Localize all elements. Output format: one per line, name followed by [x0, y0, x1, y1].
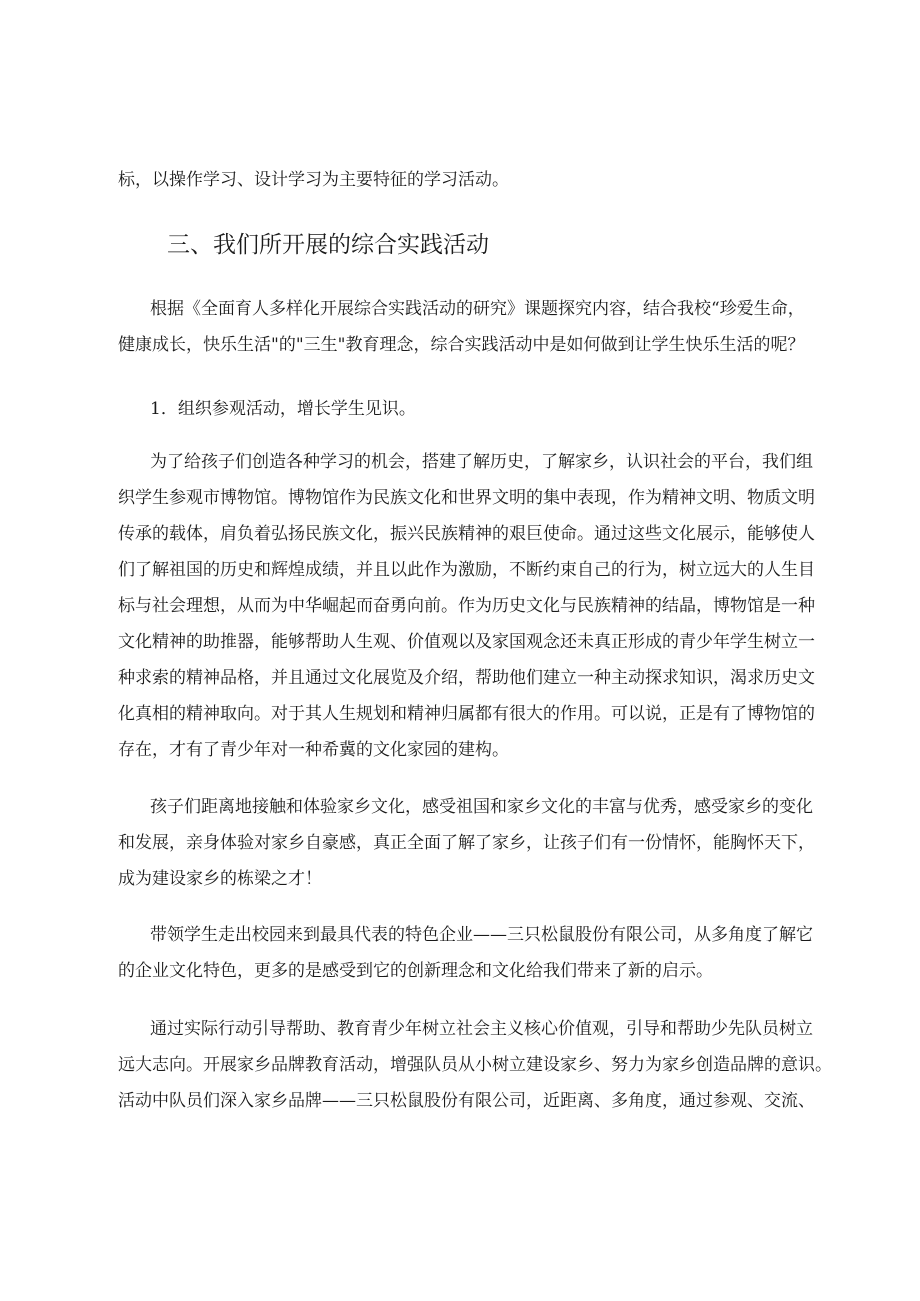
paragraph-line: 活动中队员们深入家乡品牌——三只松鼠股份有限公司，近距离、多角度，通过参观、交流、 — [118, 1091, 815, 1111]
paragraph-line: 存在，才有了青少年对一种希冀的文化家园的建构。 — [118, 740, 509, 760]
list-item-heading: 1．组织参观活动，增长学生见识。 — [150, 399, 416, 419]
paragraph-line: 健康成长，快乐生活"的"三生"教育理念，综合实践活动中是如何做到让学生快乐生活的呢？ — [118, 335, 805, 355]
paragraph-line: 通过实际行动引导帮助、教育青少年树立社会主义核心价值观，引导和帮助少先队员树立 — [150, 1019, 813, 1039]
paragraph-line: 根据《全面育人多样化开展综合实践活动的研究》课题探究内容，结合我校“珍爱生命， — [150, 299, 805, 319]
paragraph-line: 种求索的精神品格，并且通过文化展览及介绍，帮助他们建立一种主动探求知识，渴求历史文 — [118, 668, 815, 688]
section-heading: 三、我们所开展的综合实践活动 — [167, 232, 489, 258]
paragraph-line: 织学生参观市博物馆。博物馆作为民族文化和世界文明的集中表现，作为精神文明、物质文明 — [118, 488, 815, 508]
paragraph-line: 传承的载体，肩负着弘扬民族文化，振兴民族精神的艰巨使命。通过这些文化展示，能够使人 — [118, 524, 815, 544]
paragraph-line: 孩子们距离地接触和体验家乡文化，感受祖国和家乡文化的丰富与优秀，感受家乡的变化 — [150, 797, 813, 817]
paragraph-line: 成为建设家乡的栋梁之才！ — [118, 869, 322, 889]
paragraph-line: 和发展，亲身体验对家乡自豪感，真正全面了解了家乡，让孩子们有一份情怀，能胸怀天下， — [118, 833, 815, 853]
paragraph-line: 的企业文化特色，更多的是感受到它的创新理念和文化给我们带来了新的启示。 — [118, 961, 713, 981]
paragraph-line: 们了解祖国的历史和辉煌成绩，并且以此作为激励，不断约束自己的行为，树立远大的人生目 — [118, 560, 815, 580]
paragraph-line: 为了给孩子们创造各种学习的机会，搭建了解历史，了解家乡，认识社会的平台，我们组 — [150, 452, 813, 472]
paragraph-line: 远大志向。开展家乡品牌教育活动，增强队员从小树立建设家乡、努力为家乡创造品牌的意识。 — [118, 1055, 832, 1075]
paragraph-line: 文化精神的助推器，能够帮助人生观、价值观以及家国观念还未真正形成的青少年学生树立一 — [118, 632, 815, 652]
paragraph-continuation: 标，以操作学习、设计学习为主要特征的学习活动。 — [118, 170, 509, 190]
paragraph-line: 化真相的精神取向。对于其人生规划和精神归属都有很大的作用。可以说，正是有了博物馆的 — [118, 704, 815, 724]
paragraph-line: 标与社会理想，从而为中华崛起而奋勇向前。作为历史文化与民族精神的结晶，博物馆是一种 — [118, 596, 815, 616]
paragraph-line: 带领学生走出校园来到最具代表的特色企业——三只松鼠股份有限公司，从多角度了解它 — [150, 925, 813, 945]
